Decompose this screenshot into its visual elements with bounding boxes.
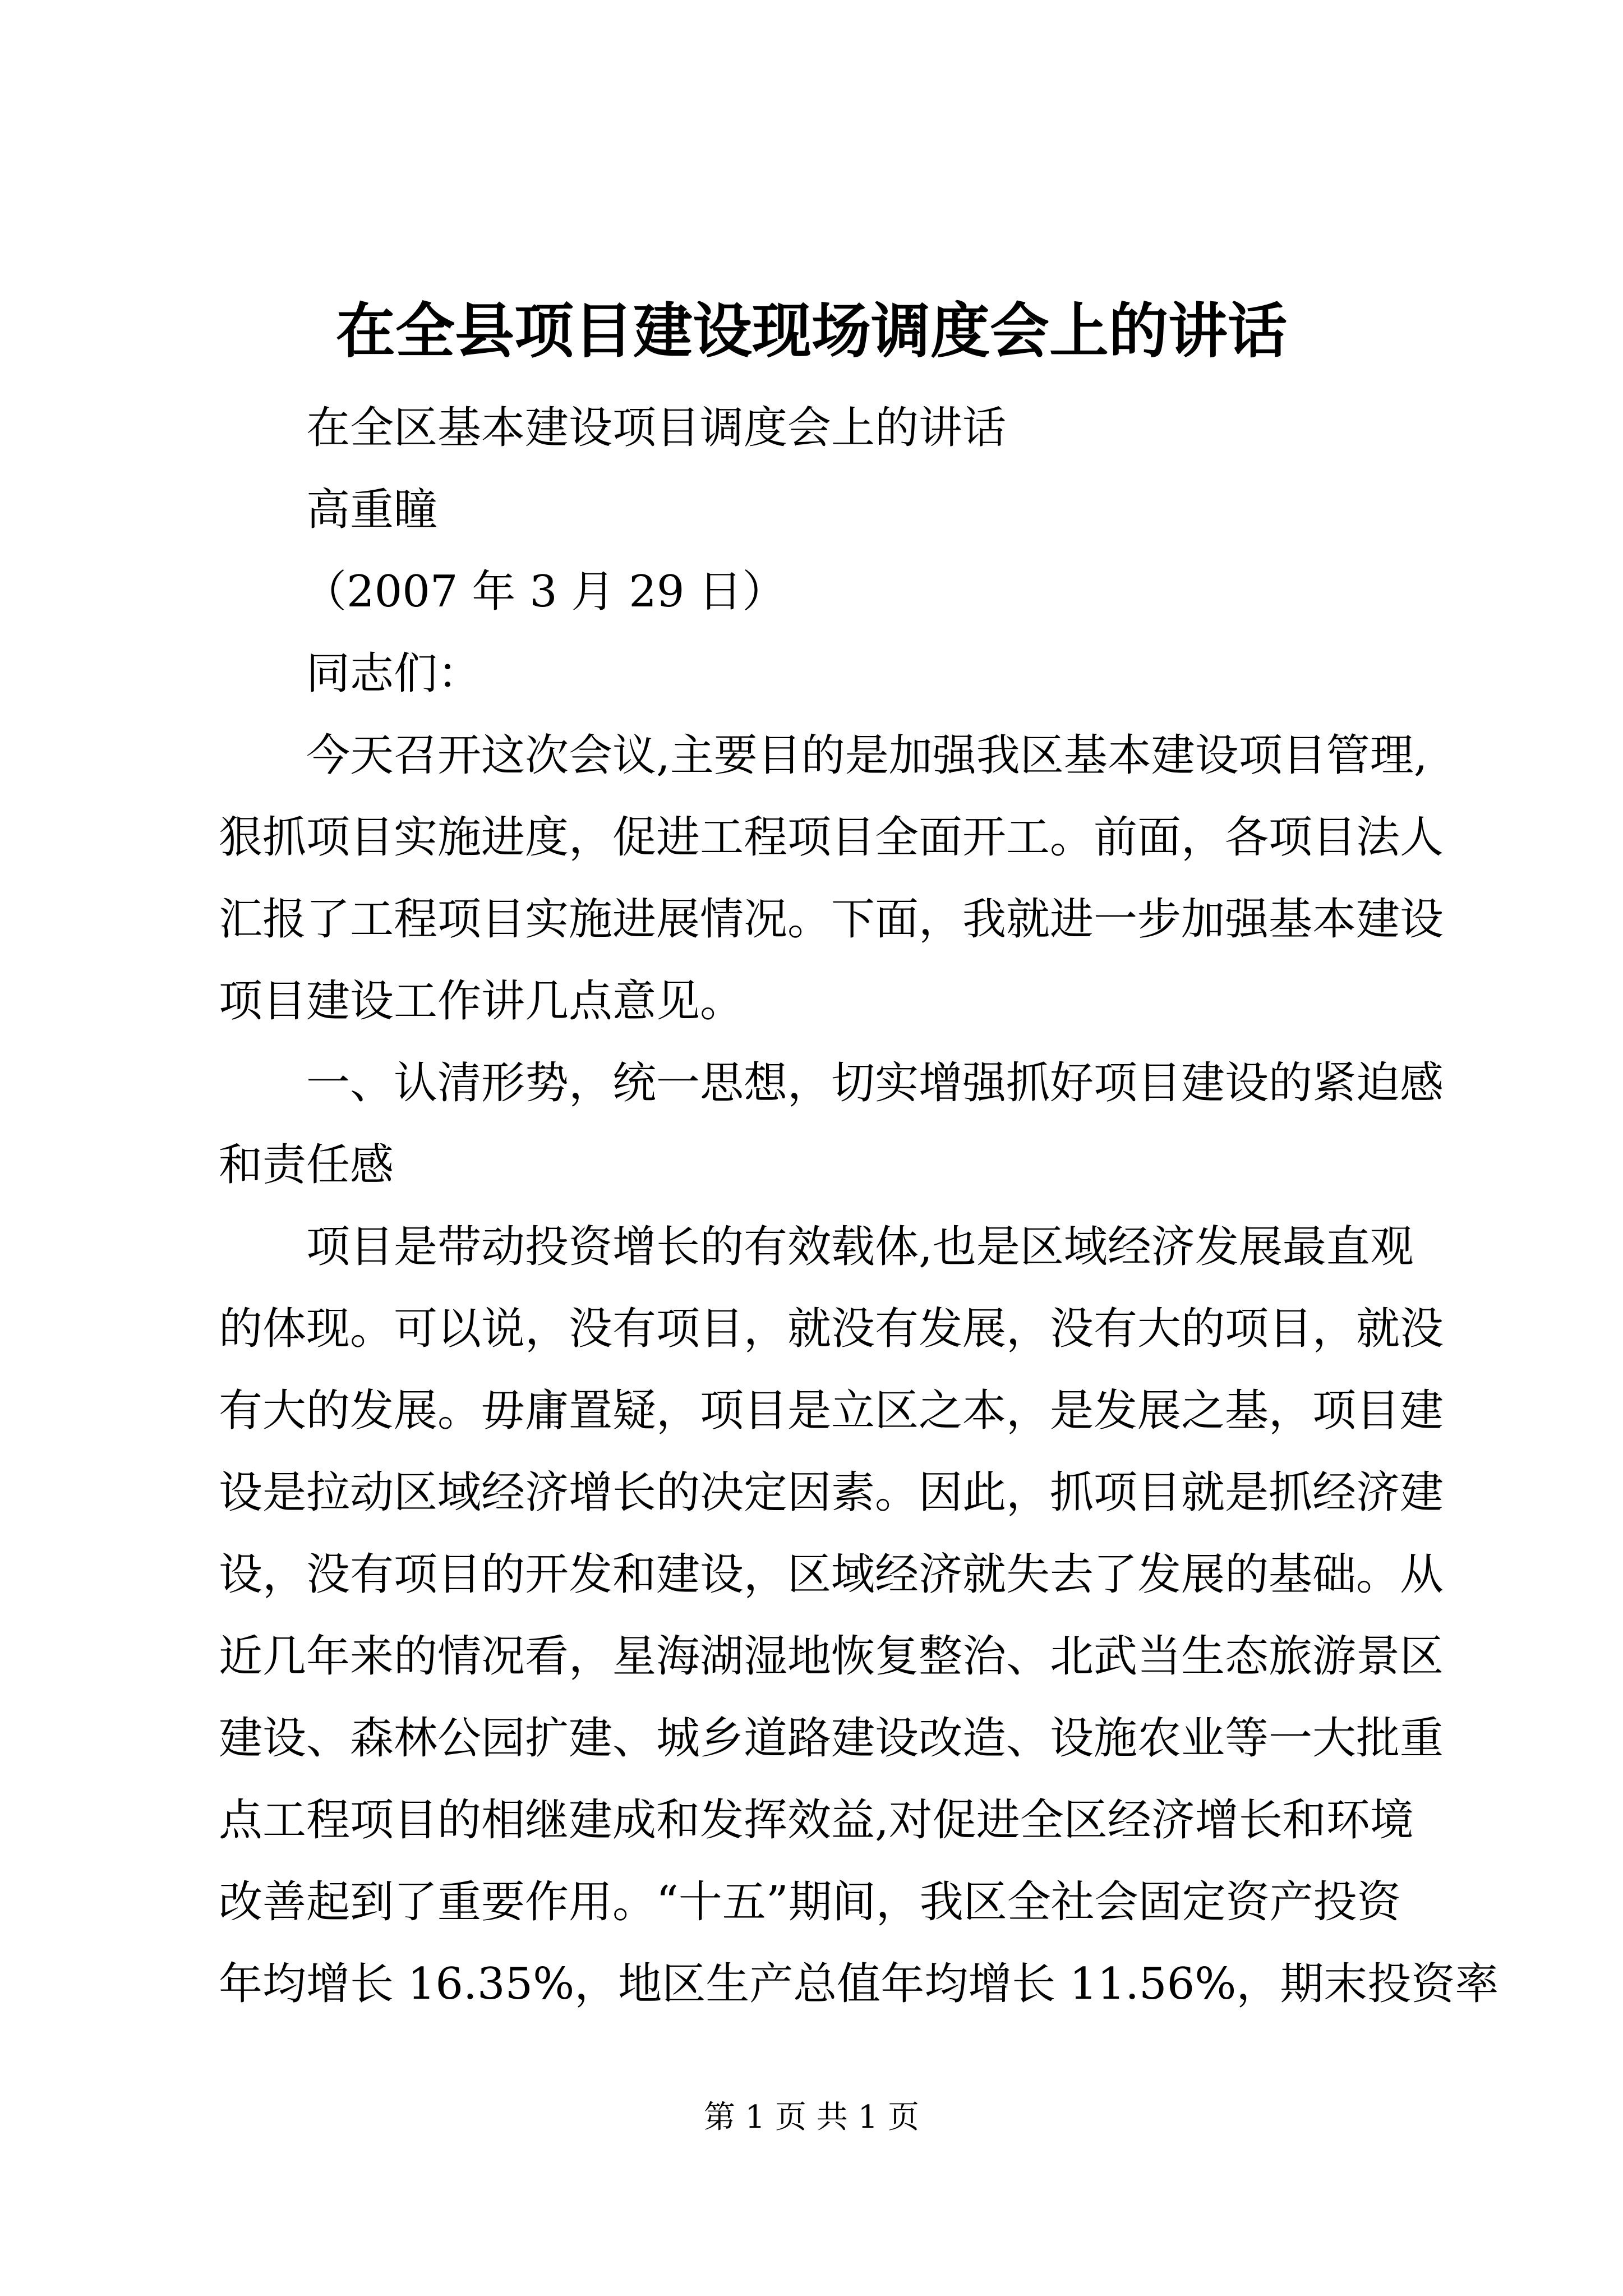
paragraph-line: 点工程项目的相继建成和发挥效益,对促进全区经济增长和环境	[219, 1795, 1414, 1846]
document-body	[219, 387, 1499, 2025]
paragraph-line: 设，没有项目的开发和建设，区域经济就失去了发展的基础。从	[219, 1549, 1444, 1600]
heading-line: 一、认清形势，统一思想，切实增强抓好项目建设的紧迫感	[306, 1058, 1444, 1108]
heading-line: 和责任感	[219, 1140, 394, 1190]
section-heading-1	[219, 1042, 1444, 1206]
subtitle: 在全区基本建设项目调度会上的讲话	[306, 403, 1007, 453]
paragraph-line: 项目是带动投资增长的有效载体,也是区域经济发展最直观	[306, 1222, 1414, 1272]
paragraph-line: 项目建设工作讲几点意见。	[219, 976, 744, 1027]
paragraph-line: 的体现。可以说，没有项目，就没有发展，没有大的项目，就没	[219, 1304, 1444, 1354]
paragraph-line: 建设、森林公园扩建、城乡道路建设改造、设施农业等一大批重	[219, 1713, 1444, 1764]
document-title: 在全县项目建设现场调度会上的讲话	[336, 296, 1287, 366]
paragraph-line: 设是拉动区域经济增长的决定因素。因此，抓项目就是抓经济建	[219, 1467, 1444, 1518]
paragraph-line: 有大的发展。毋庸置疑，项目是立区之本，是发展之基，项目建	[219, 1386, 1444, 1436]
paragraph-line: 改善起到了重要作用。“十五”期间，我区全社会固定资产投资	[219, 1877, 1401, 1927]
salutation: 同志们：	[306, 648, 482, 699]
paragraph-line: 近几年来的情况看，星海湖湿地恢复整治、北武当生态旅游景区	[219, 1631, 1444, 1682]
paragraph-line: 汇报了工程项目实施进展情况。下面，我就进一步加强基本建设	[219, 894, 1444, 945]
paragraph-line: 年均增长 16.35%，地区生产总值年均增长 11.56%，期末投资率	[219, 1959, 1499, 2009]
paragraph-intro	[219, 715, 1444, 1042]
page-footer: 第 1 页 共 1 页	[703, 2099, 920, 2136]
author: 高重瞳	[306, 485, 438, 535]
paragraph-line: 今天召开这次会议,主要目的是加强我区基本建设项目管理,	[306, 730, 1428, 781]
paragraph-line: 狠抓项目实施进度，促进工程项目全面开工。前面，各项目法人	[219, 812, 1444, 863]
paragraph-projects	[219, 1206, 1499, 2025]
date-line: （2007 年 3 月 29 日）	[303, 567, 786, 617]
